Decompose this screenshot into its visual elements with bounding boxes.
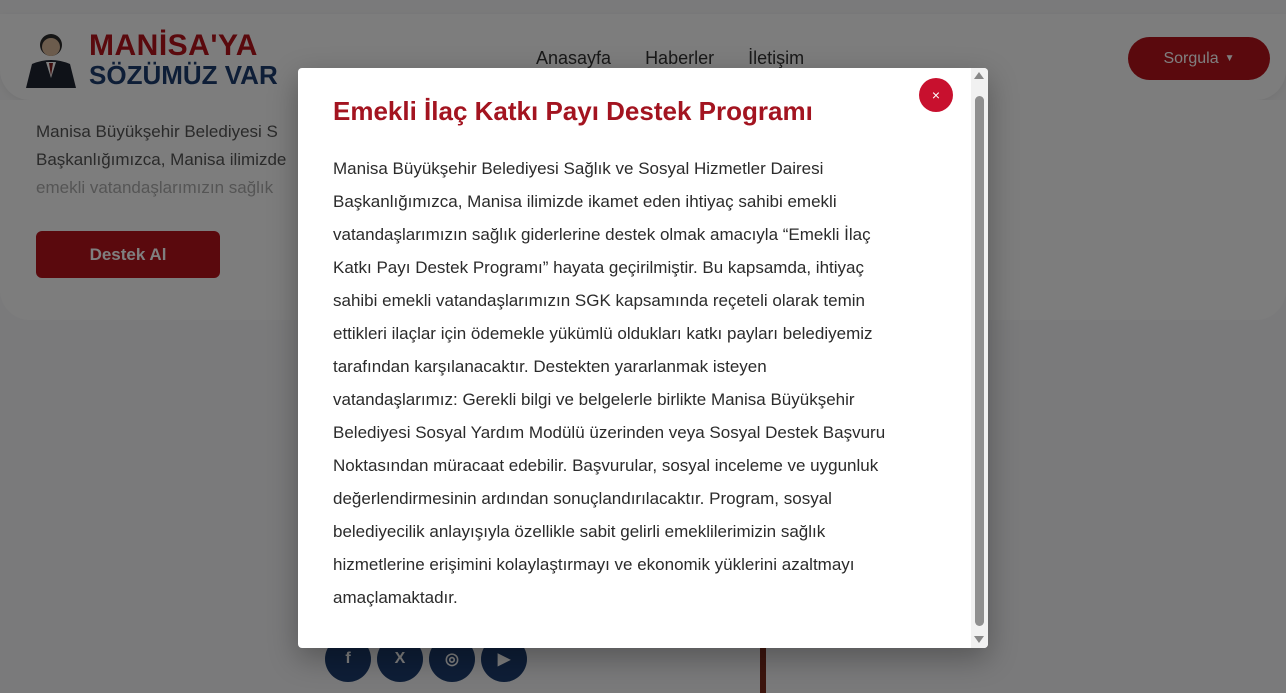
close-icon[interactable]: ×	[919, 78, 953, 112]
modal-body-text: Manisa Büyükşehir Belediyesi Sağlık ve Sosyal Hizmetler Dairesi Başkanlığımızca, Manisa ilimizde ikamet eden ihtiyaç sahibi emekli vatandaşlarımızın sağlık giderlerine destek olmak amacıyla “Emekli İlaç Katkı Payı Destek Programı” hayata geçirilmiştir. Bu kapsamda, ihtiyaç sahibi emekli vatandaşlarımızın SGK kapsamında reçeteli olarak temin ettikleri ilaçlar için ödemekle yükümlü oldukları katkı payları belediyemiz tarafından karşılanacaktır. Destekten yararlanmak isteyen vatandaşlarımız: Gerekli bilgi ve belgelerle birlikte Manisa Büyükşehir Belediyesi Sosyal Yardım Modülü üzerinden veya Sosyal Destek Başvuru Noktasından müracaat edebilir. Başvurular, sosyal inceleme ve uygunluk değerlendirmesinin ardından sonuçlandırılacaktır. Program, sosyal belediyecilik anlayışıyla özellikle sabit gelirli emeklilerimizin sağlık hizmetlerine erişimini kolaylaştırmayı ve ekonomik yüklerini azaltmayı amaçlamaktadır.	[333, 159, 886, 607]
scrollbar-thumb[interactable]	[975, 96, 984, 626]
scroll-up-arrow-icon[interactable]	[974, 72, 984, 79]
scroll-down-arrow-icon[interactable]	[974, 636, 984, 643]
modal-title: Emekli İlaç Katkı Payı Destek Programı	[333, 96, 813, 126]
program-modal	[298, 68, 988, 648]
modal-scrollbar[interactable]	[971, 68, 988, 648]
